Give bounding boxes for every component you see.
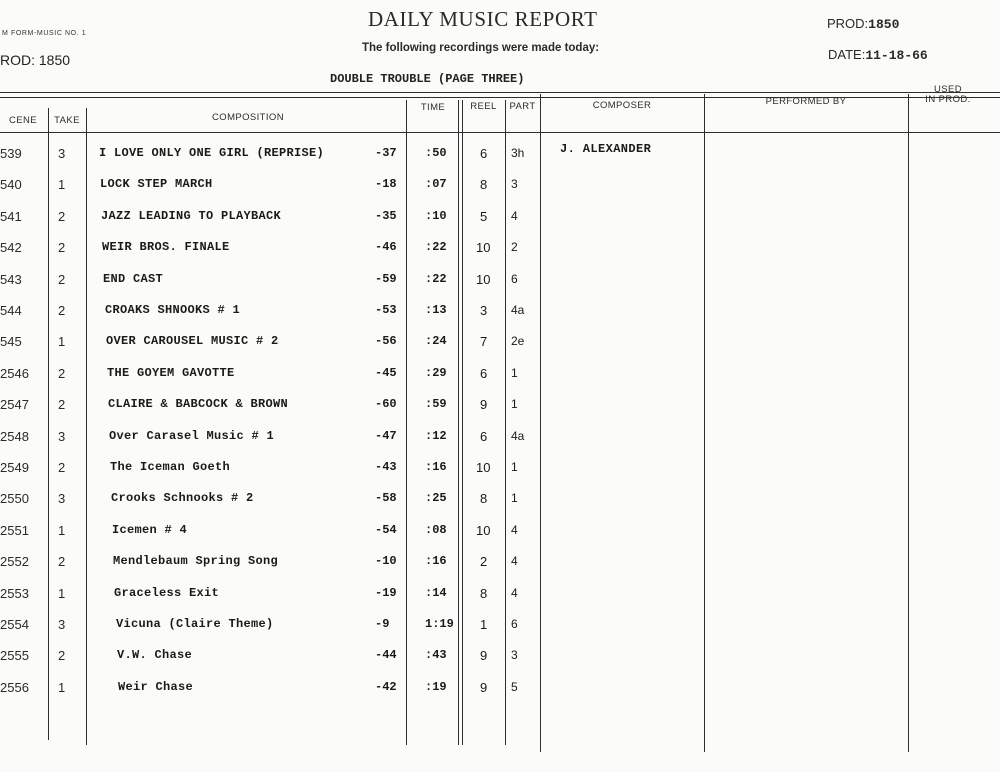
cell-take: 3 bbox=[58, 146, 66, 161]
column-header-used-in-prod bbox=[908, 85, 988, 105]
cell-take: 2 bbox=[58, 554, 66, 570]
column-header-part: PART bbox=[509, 101, 536, 112]
cell-scene: 2548 bbox=[0, 428, 29, 444]
cell-composition: Crooks Schnooks # 2 bbox=[111, 491, 254, 506]
cell-part: 4 bbox=[511, 585, 518, 600]
cell-composition: I LOVE ONLY ONE GIRL (REPRISE) bbox=[99, 146, 325, 160]
cell-scene: 539 bbox=[0, 146, 22, 161]
cell-reel: 10 bbox=[476, 240, 491, 256]
column-header-composer: COMPOSER bbox=[592, 100, 652, 111]
column-divider bbox=[48, 108, 49, 740]
cell-composer: J. ALEXANDER bbox=[560, 142, 652, 156]
cell-take: 2 bbox=[58, 208, 66, 224]
cell-mark: -19 bbox=[375, 585, 397, 600]
cell-time: :59 bbox=[425, 397, 447, 412]
page-title: DAILY MUSIC REPORT bbox=[368, 7, 598, 31]
cell-mark: -46 bbox=[375, 240, 397, 255]
cell-time: :07 bbox=[425, 177, 447, 192]
used-line-1: USED bbox=[934, 84, 962, 95]
used-line-2: IN PROD. bbox=[925, 94, 971, 105]
column-divider bbox=[704, 94, 705, 752]
cell-composition: THE GOYEM GAVOTTE bbox=[107, 365, 235, 380]
cell-part: 4 bbox=[511, 208, 518, 223]
cell-time: :50 bbox=[425, 146, 447, 160]
cell-composition: OVER CAROUSEL MUSIC # 2 bbox=[106, 334, 279, 349]
cell-composition: Mendlebaum Spring Song bbox=[113, 554, 279, 569]
column-divider bbox=[86, 108, 87, 745]
cell-part: 4 bbox=[511, 554, 518, 569]
cell-take: 1 bbox=[58, 177, 66, 193]
production-number-right bbox=[827, 16, 899, 32]
cell-reel: 9 bbox=[480, 397, 488, 413]
cell-reel: 8 bbox=[480, 585, 488, 601]
cell-take: 2 bbox=[58, 303, 66, 318]
cell-take: 1 bbox=[58, 522, 66, 538]
column-header-composition: COMPOSITION bbox=[212, 112, 284, 123]
cell-composition: The Iceman Goeth bbox=[110, 460, 231, 474]
cell-mark: -54 bbox=[375, 522, 397, 537]
cell-time: :29 bbox=[425, 365, 447, 380]
cell-take: 3 bbox=[58, 428, 66, 444]
cell-time: :22 bbox=[425, 271, 447, 286]
cell-reel: 1 bbox=[480, 617, 488, 632]
cell-part: 3 bbox=[511, 648, 518, 663]
cell-time: :43 bbox=[425, 648, 447, 663]
prod-value: 1850 bbox=[868, 17, 900, 32]
cell-mark: -58 bbox=[375, 491, 397, 506]
cell-take: 2 bbox=[58, 271, 66, 287]
date-value: 11-18-66 bbox=[865, 48, 928, 63]
cell-mark: -56 bbox=[375, 334, 397, 349]
cell-part: 3 bbox=[511, 177, 518, 192]
cell-reel: 8 bbox=[480, 177, 488, 193]
cell-composition: Over Carasel Music # 1 bbox=[109, 428, 275, 443]
cell-scene: 540 bbox=[0, 177, 22, 193]
cell-scene: 541 bbox=[0, 208, 22, 224]
cell-part: 1 bbox=[511, 365, 518, 380]
cell-take: 2 bbox=[58, 365, 66, 381]
cell-composition: Vicuna (Claire Theme) bbox=[116, 617, 274, 631]
cell-reel: 3 bbox=[480, 303, 488, 318]
cell-part: 6 bbox=[511, 617, 518, 631]
cell-mark: -18 bbox=[375, 177, 397, 192]
cell-time: :08 bbox=[425, 522, 447, 537]
cell-mark: -10 bbox=[375, 554, 397, 569]
column-header-time: TIME bbox=[420, 102, 446, 113]
cell-mark: -42 bbox=[375, 679, 397, 694]
cell-part: 3h bbox=[511, 146, 525, 160]
cell-reel: 9 bbox=[480, 679, 488, 695]
cell-scene: 2546 bbox=[0, 365, 29, 381]
cell-take: 2 bbox=[58, 240, 66, 256]
cell-scene: 2549 bbox=[0, 460, 29, 475]
cell-reel: 6 bbox=[480, 146, 488, 161]
cell-reel: 10 bbox=[476, 271, 491, 287]
column-divider bbox=[406, 100, 407, 745]
cell-mark: -47 bbox=[375, 428, 397, 443]
table-top-rule-1 bbox=[0, 92, 1000, 93]
cell-part: 1 bbox=[511, 491, 518, 506]
cell-reel: 6 bbox=[480, 365, 488, 381]
cell-reel: 8 bbox=[480, 491, 488, 507]
cell-take: 2 bbox=[58, 460, 66, 475]
cell-scene: 544 bbox=[0, 303, 22, 318]
prod-label: PROD: bbox=[827, 16, 869, 31]
column-divider bbox=[908, 94, 909, 752]
cell-composition: WEIR BROS. FINALE bbox=[102, 240, 230, 255]
cell-part: 6 bbox=[511, 271, 518, 286]
cell-composition: CROAKS SHNOOKS # 1 bbox=[105, 303, 241, 317]
cell-part: 5 bbox=[511, 679, 518, 694]
report-date bbox=[828, 47, 928, 63]
cell-composition: LOCK STEP MARCH bbox=[100, 177, 213, 192]
cell-scene: 545 bbox=[0, 334, 22, 350]
production-number-left: ROD: 1850 bbox=[0, 52, 71, 68]
cell-part: 1 bbox=[511, 397, 518, 412]
form-number-label: M FORM-MUSIC NO. 1 bbox=[2, 30, 87, 37]
cell-reel: 9 bbox=[480, 648, 488, 664]
cell-mark: -44 bbox=[375, 648, 397, 663]
cell-part: 1 bbox=[511, 460, 518, 474]
cell-scene: 2556 bbox=[0, 679, 29, 695]
column-header-scene: CENE bbox=[9, 115, 37, 126]
column-divider bbox=[505, 100, 506, 745]
cell-part: 4 bbox=[511, 522, 518, 537]
cell-take: 1 bbox=[58, 334, 66, 350]
cell-reel: 10 bbox=[476, 522, 491, 538]
cell-reel: 7 bbox=[480, 334, 488, 350]
column-header-take: TAKE bbox=[54, 115, 80, 126]
report-subtitle: The following recordings were made today: bbox=[362, 42, 600, 54]
cell-scene: 542 bbox=[0, 240, 22, 256]
cell-take: 3 bbox=[58, 617, 66, 632]
cell-scene: 543 bbox=[0, 271, 22, 287]
cell-mark: -9 bbox=[375, 617, 390, 631]
cell-mark: -53 bbox=[375, 303, 397, 317]
cell-take: 1 bbox=[58, 585, 66, 601]
cell-reel: 5 bbox=[480, 208, 488, 224]
cell-time: :13 bbox=[425, 303, 447, 317]
cell-scene: 2554 bbox=[0, 617, 29, 632]
cell-scene: 2547 bbox=[0, 397, 29, 413]
cell-take: 2 bbox=[58, 648, 66, 664]
header-bottom-rule bbox=[0, 132, 1000, 133]
cell-scene: 2552 bbox=[0, 554, 29, 570]
cell-part: 2 bbox=[511, 240, 518, 255]
cell-time: :19 bbox=[425, 679, 447, 694]
cell-scene: 2551 bbox=[0, 522, 29, 538]
cell-scene: 2550 bbox=[0, 491, 29, 507]
column-divider bbox=[458, 100, 459, 745]
column-divider bbox=[540, 94, 541, 752]
cell-mark: -59 bbox=[375, 271, 397, 286]
cell-reel: 10 bbox=[476, 460, 491, 475]
cell-part: 4a bbox=[511, 303, 525, 317]
cell-time: :12 bbox=[425, 428, 447, 443]
cell-time: :24 bbox=[425, 334, 447, 349]
cell-time: :16 bbox=[425, 554, 447, 569]
cell-time: 1:19 bbox=[425, 617, 454, 631]
column-header-performed-by: PERFORMED BY bbox=[765, 96, 847, 107]
cell-part: 4a bbox=[511, 428, 525, 443]
cell-take: 1 bbox=[58, 679, 66, 695]
cell-reel: 6 bbox=[480, 428, 488, 444]
cell-time: :25 bbox=[425, 491, 447, 506]
cell-time: :14 bbox=[425, 585, 447, 600]
cell-composition: JAZZ LEADING TO PLAYBACK bbox=[101, 208, 282, 223]
cell-time: :16 bbox=[425, 460, 447, 474]
cell-composition: Weir Chase bbox=[118, 679, 194, 694]
show-title: DOUBLE TROUBLE (PAGE THREE) bbox=[330, 72, 525, 86]
cell-time: :10 bbox=[425, 208, 447, 223]
cell-take: 3 bbox=[58, 491, 66, 507]
cell-mark: -60 bbox=[375, 397, 397, 412]
cell-composition: END CAST bbox=[103, 271, 164, 286]
cell-mark: -35 bbox=[375, 208, 397, 223]
cell-mark: -37 bbox=[375, 146, 397, 160]
cell-composition: V.W. Chase bbox=[117, 648, 193, 663]
cell-take: 2 bbox=[58, 397, 66, 413]
column-divider bbox=[462, 100, 463, 745]
cell-mark: -43 bbox=[375, 460, 397, 474]
column-header-reel: REEL bbox=[470, 101, 497, 112]
cell-composition: CLAIRE & BABCOCK & BROWN bbox=[108, 397, 289, 412]
cell-scene: 2555 bbox=[0, 648, 29, 664]
cell-composition: Icemen # 4 bbox=[112, 522, 188, 537]
cell-composition: Graceless Exit bbox=[114, 585, 220, 600]
cell-mark: -45 bbox=[375, 365, 397, 380]
cell-scene: 2553 bbox=[0, 585, 29, 601]
cell-part: 2e bbox=[511, 334, 525, 349]
cell-time: :22 bbox=[425, 240, 447, 255]
date-label: DATE: bbox=[828, 47, 866, 62]
cell-reel: 2 bbox=[480, 554, 488, 570]
